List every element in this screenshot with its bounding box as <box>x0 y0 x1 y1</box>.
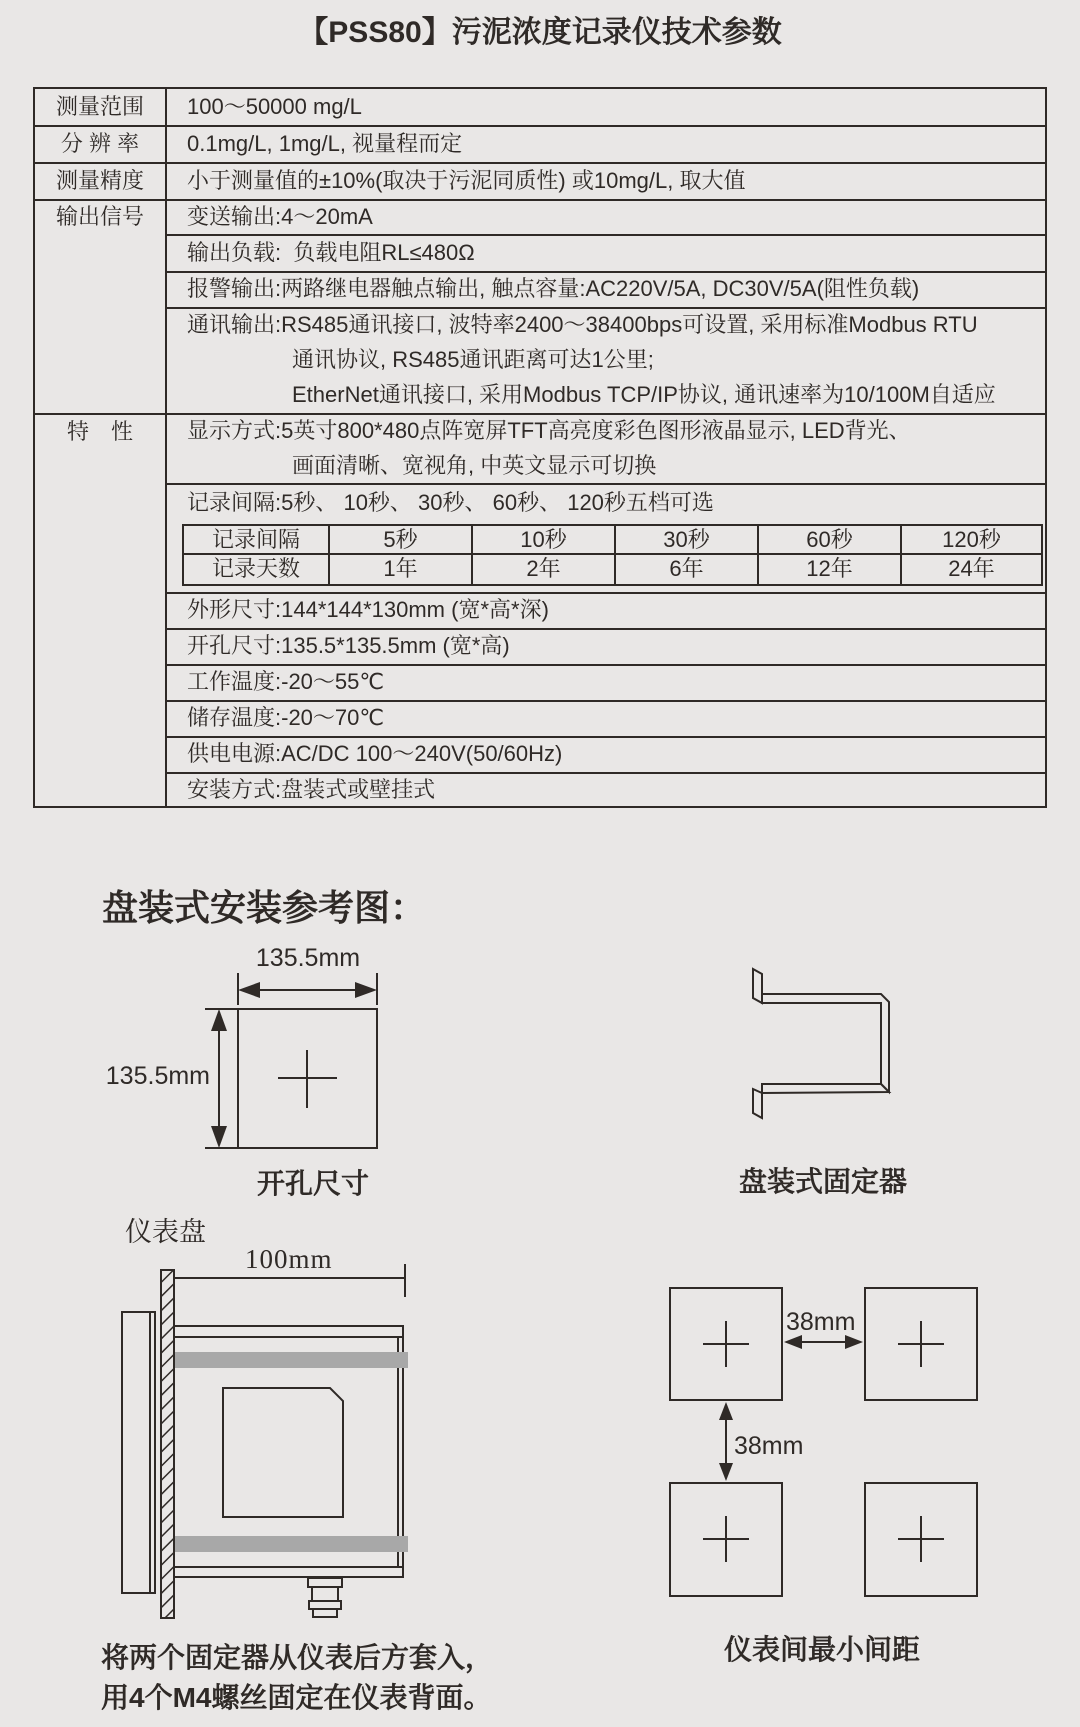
spacing-caption: 仪表间最小间距 <box>723 1634 920 1665</box>
install-heading: 盘装式安装参考图： <box>102 887 427 928</box>
cutout-caption: 开孔尺寸 <box>256 1168 369 1199</box>
rec-r3: 6年 <box>669 556 704 581</box>
value-work-temp: 工作温度:-20～55℃ <box>187 669 385 694</box>
fixer-bar-bottom <box>175 1536 408 1552</box>
value-comm-output-1: 通讯输出:RS485通讯接口, 波特率2400～38400bps可设置, 采用标准Modbus RTU <box>187 312 978 337</box>
value-measure-range: 100～50000 mg/L <box>187 94 362 119</box>
table-column-divider <box>165 89 167 806</box>
rec-r0: 记录天数 <box>211 556 300 581</box>
rec-r5: 24年 <box>948 556 995 581</box>
value-display-2: 画面清晰、宽视角, 中英文显示可切换 <box>292 453 657 478</box>
panel-label: 仪表盘 <box>125 1217 206 1247</box>
page-title: 【PSS80】污泥浓度记录仪技术参数 <box>298 16 782 49</box>
panel-width-label: 100mm <box>245 1244 333 1274</box>
fixer-bar-top <box>175 1352 408 1368</box>
module-plate <box>223 1388 343 1517</box>
value-transmit-output: 变送输出:4～20mA <box>187 204 373 229</box>
value-output-load: 输出负载: 负载电阻RL≤480Ω <box>187 240 475 265</box>
value-storage-temp: 储存温度:-20～70℃ <box>187 705 385 730</box>
cutout-diagram <box>205 973 377 1148</box>
panel-wall-hatch <box>161 1270 174 1618</box>
value-comm-output-3: EtherNet通讯接口, 采用Modbus TCP/IP协议, 通讯速率为10/100M自适应 <box>292 382 996 407</box>
value-resolution: 0.1mg/L, 1mg/L, 视量程而定 <box>187 131 463 156</box>
row-label-measure-range: 测量范围 <box>55 94 144 119</box>
v-spacing-label: 38mm <box>734 1432 804 1460</box>
fixer-caption: 盘装式固定器 <box>738 1166 907 1197</box>
row-label-resolution: 分 辨 率 <box>60 131 140 156</box>
h-spacing-label: 38mm <box>786 1308 856 1336</box>
value-display-1: 显示方式:5英寸800*480点阵宽屏TFT高亮度彩色图形液晶显示, LED背光、 <box>187 418 911 443</box>
rec-h4: 60秒 <box>806 527 853 552</box>
panel-side-view-diagram <box>122 1264 408 1618</box>
install-note-line1: 将两个固定器从仪表后方套入， <box>101 1642 494 1673</box>
cutout-width-label: 135.5mm <box>255 944 361 972</box>
value-comm-output-2: 通讯协议, RS485通讯距离可达1公里; <box>292 347 654 372</box>
row-label-accuracy: 测量精度 <box>55 168 144 193</box>
spec-table <box>33 87 1047 808</box>
install-note-line2: 用4个M4螺丝固定在仪表背面。 <box>101 1682 492 1713</box>
value-record-interval: 记录间隔:5秒、 10秒、 30秒、 60秒、 120秒五档可选 <box>187 490 714 515</box>
row-label-output-signal: 输出信号 <box>55 204 144 229</box>
value-alarm-output: 报警输出:两路继电器触点输出, 触点容量:AC220V/5A, DC30V/5A(阻性负载) <box>187 276 920 301</box>
rec-r4: 12年 <box>806 556 853 581</box>
rec-r2: 2年 <box>526 556 561 581</box>
value-outer-size: 外形尺寸:144*144*130mm (宽*高*深) <box>187 597 549 622</box>
value-power-supply: 供电电源:AC/DC 100～240V(50/60Hz) <box>187 741 563 766</box>
rec-h2: 10秒 <box>520 527 567 552</box>
value-mount-type: 安装方式:盘装式或壁挂式 <box>187 777 436 802</box>
rec-r1: 1年 <box>383 556 418 581</box>
value-cutout-size: 开孔尺寸:135.5*135.5mm (宽*高) <box>187 633 510 658</box>
cutout-height-label: 135.5mm <box>105 1062 210 1090</box>
rec-h1: 5秒 <box>383 527 418 552</box>
row-label-features: 特 性 <box>66 419 133 444</box>
rec-h0: 记录间隔 <box>211 527 300 552</box>
panel-fixer-bracket <box>753 969 889 1118</box>
rec-h5: 120秒 <box>942 527 1001 552</box>
cable-gland <box>308 1578 342 1617</box>
rec-h3: 30秒 <box>663 527 710 552</box>
record-days-table <box>182 524 1043 586</box>
value-accuracy: 小于测量值的±10%(取决于污泥同质性) 或10mg/L, 取大值 <box>187 168 746 193</box>
